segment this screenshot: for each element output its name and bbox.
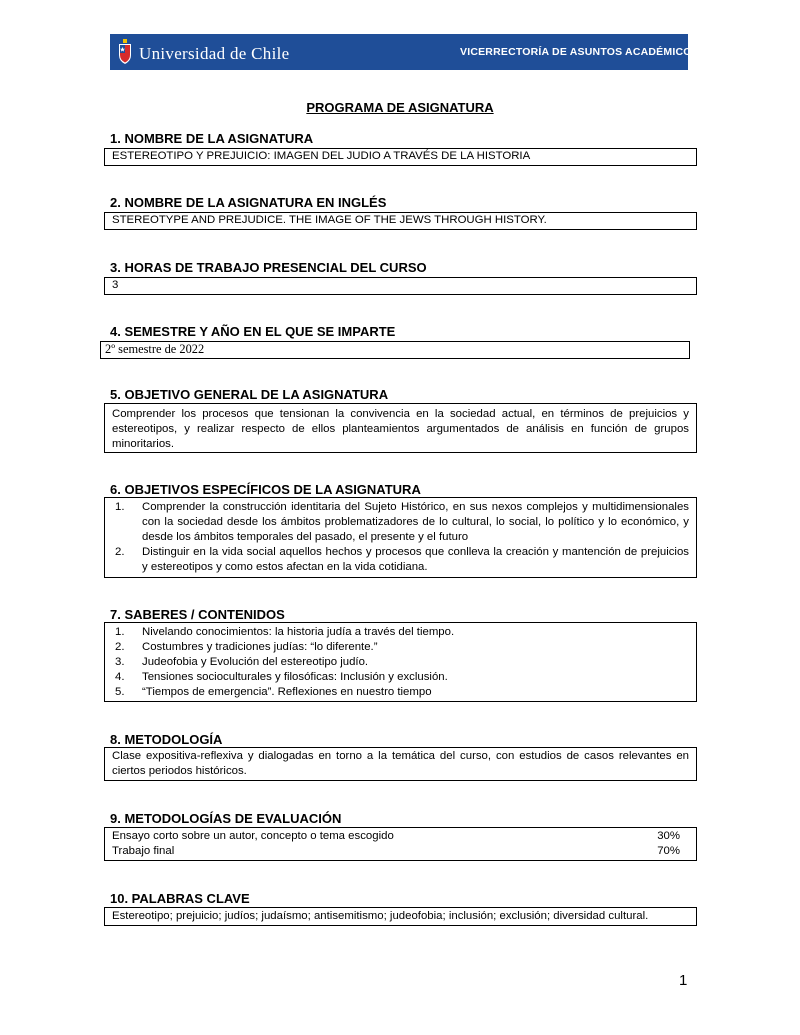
course-name: ESTEREOTIPO Y PREJUICIO: IMAGEN DEL JUDIO A TRAVÉS DE LA HISTORIA xyxy=(112,150,531,162)
list-item: 1. Nivelando conocimientos: la historia judía a través del tiempo. xyxy=(115,626,455,638)
university-crest-icon xyxy=(116,38,134,66)
list-item: 1. Comprender la construcción identitaria del Sujeto Histórico, en sus nexos complejos y multidimensionales con la sociedad desde los ámbitos problematizadores de lo cultural, lo social, lo político y lo económico, y desde los ámbitos temporales del pasado, el presente y el futuro xyxy=(115,501,689,543)
specific-objectives-list xyxy=(105,500,689,575)
section-10-heading: 10. PALABRAS CLAVE xyxy=(110,891,250,906)
university-name: Universidad de Chile xyxy=(139,44,290,63)
section-9-box xyxy=(104,827,697,861)
contents-list xyxy=(105,625,689,700)
section-10-box xyxy=(104,907,697,926)
section-1-heading: 1. NOMBRE DE LA ASIGNATURA xyxy=(110,131,314,146)
contact-hours: 3 xyxy=(112,279,119,291)
list-item: 4. Tensiones socioculturales y filosóficas: Inclusión y exclusión. xyxy=(115,671,448,683)
list-item: 3. Judeofobia y Evolución del estereotipo judío. xyxy=(115,656,369,668)
keywords: Estereotipo; prejuicio; judíos; judaísmo; antisemitismo; judeofobia; inclusión; exclusión; diversidad cultural. xyxy=(112,910,649,922)
section-8-heading: 8. METODOLOGÍA xyxy=(110,732,223,747)
evaluation-row xyxy=(105,829,696,844)
section-7-heading: 7. SABERES / CONTENIDOS xyxy=(110,607,285,622)
methodology: Clase expositiva-reflexiva y dialogadas en torno a la temática del curso, con estudios de casos relevantes en ciertos periodos históricos. xyxy=(112,750,689,777)
evaluation-row xyxy=(105,844,696,859)
list-item: 2. Costumbres y tradiciones judías: “lo diferente.” xyxy=(115,641,378,653)
evaluation-label: Trabajo final xyxy=(112,845,175,857)
section-2-box xyxy=(104,212,697,230)
section-5-heading: 5. OBJETIVO GENERAL DE LA ASIGNATURA xyxy=(110,387,389,402)
semester-year: 2º semestre de 2022 xyxy=(105,342,205,356)
evaluation-weight: 30% xyxy=(657,830,680,842)
evaluation-label: Ensayo corto sobre un autor, concepto o tema escogido xyxy=(112,830,394,842)
list-item: 2. Distinguir en la vida social aquellos hechos y procesos que conlleva la creación y mantención de prejuicios y estereotipos y como estos afectan en la vida cotidiana. xyxy=(115,546,689,573)
evaluation-weight: 70% xyxy=(657,845,680,857)
section-3-box xyxy=(104,277,697,295)
section-4-box xyxy=(100,341,690,359)
section-5-box xyxy=(104,403,697,453)
section-4-heading: 4. SEMESTRE Y AÑO EN EL QUE SE IMPARTE xyxy=(110,324,396,339)
section-2-heading: 2. NOMBRE DE LA ASIGNATURA EN INGLÉS xyxy=(110,195,387,210)
page-number: 1 xyxy=(679,972,688,989)
section-6-box xyxy=(104,497,697,578)
general-objective: Comprender los procesos que tensionan la convivencia en la sociedad actual, en términos de prejuicios y estereotipos, y realizar respecto de ellos planteamientos argumentados de análisis en función de grupos minoritarios. xyxy=(112,408,689,450)
vicerrectoria-label: VICERRECTORÍA DE ASUNTOS ACADÉMICOS xyxy=(460,46,699,58)
section-7-box xyxy=(104,622,697,702)
document-title: PROGRAMA DE ASIGNATURA xyxy=(306,100,494,115)
section-1-box xyxy=(104,148,697,166)
section-8-box xyxy=(104,747,697,781)
list-item: 5. “Tiempos de emergencia”. Reflexiones en nuestro tiempo xyxy=(115,686,432,698)
course-name-english: STEREOTYPE AND PREJUDICE. THE IMAGE OF THE JEWS THROUGH HISTORY. xyxy=(112,214,547,226)
section-3-heading: 3. HORAS DE TRABAJO PRESENCIAL DEL CURSO xyxy=(110,260,427,275)
section-9-heading: 9. METODOLOGÍAS DE EVALUACIÓN xyxy=(110,811,342,826)
section-6-heading: 6. OBJETIVOS ESPECÍFICOS DE LA ASIGNATURA xyxy=(110,482,421,497)
